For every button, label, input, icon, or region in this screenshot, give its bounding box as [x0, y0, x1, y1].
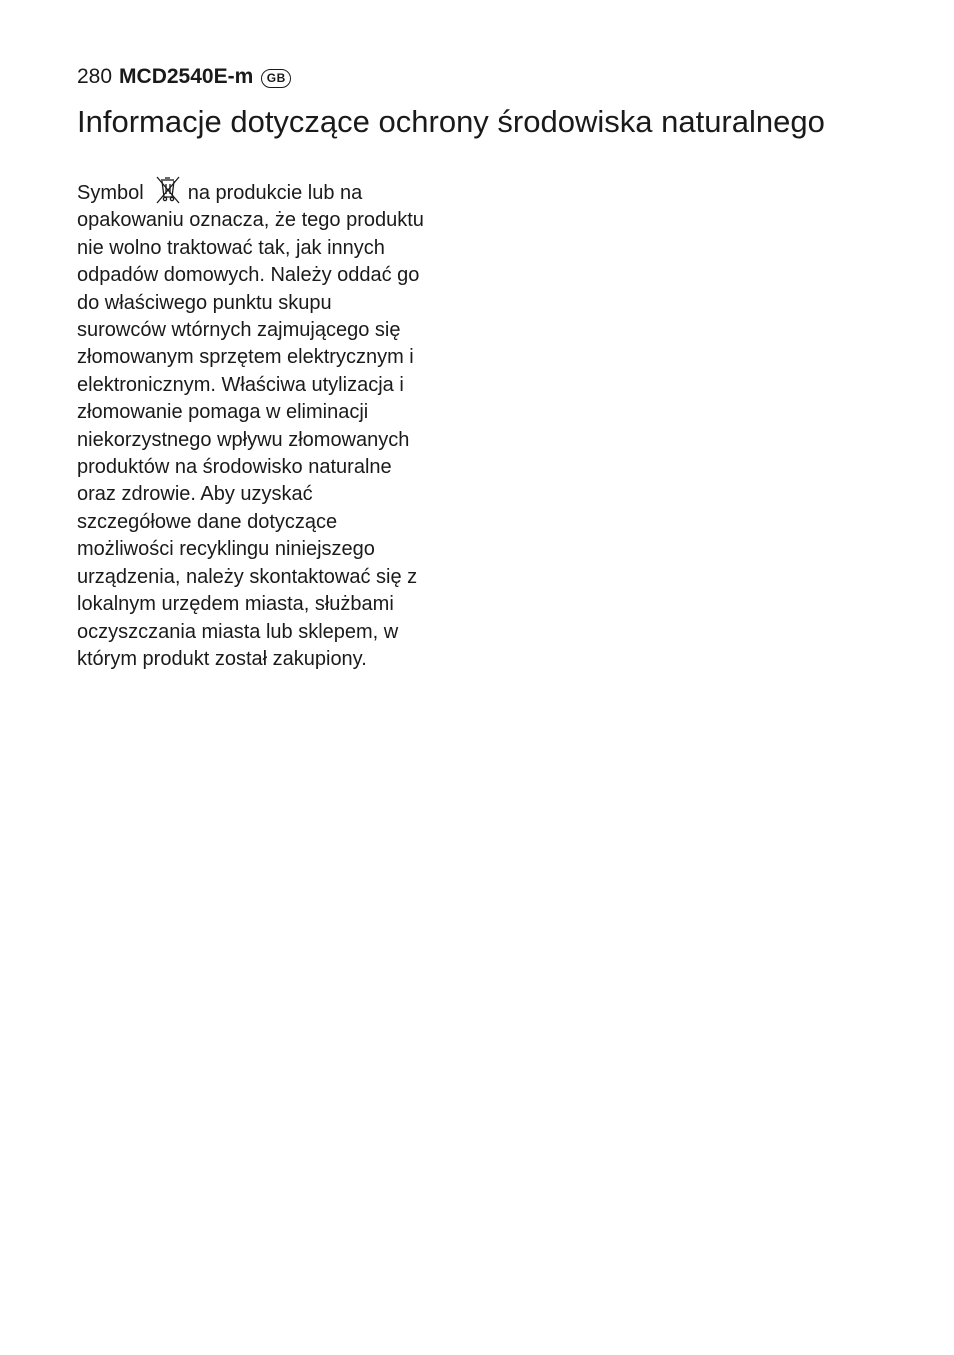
section-title: Informacje dotyczące ochrony środowiska naturalnego: [77, 104, 825, 139]
body-line: surowców wtórnych zajmującego się: [77, 319, 401, 342]
body-line: opakowaniu oznacza, że tego produktu: [77, 209, 424, 232]
body-line: urządzenia, należy skontaktować się z: [77, 565, 418, 588]
body-line: elektronicznym. Właściwa utylizacja i: [77, 373, 404, 396]
body-paragraph: [77, 175, 497, 673]
page-header: [77, 64, 291, 90]
body-line-first: [77, 175, 497, 207]
body-line: oczyszczania miasta lub sklepem, w: [77, 620, 399, 643]
body-line: oraz zdrowie. Aby uzyskać: [77, 483, 313, 506]
first-line-rest: na produkcie lub na: [187, 182, 363, 204]
page-number: 280: [77, 65, 113, 88]
body-line: lokalnym urzędem miasta, służbami: [77, 593, 394, 616]
symbol-prefix: Symbol: [77, 182, 144, 204]
body-line: możliwości recyklingu niniejszego: [77, 538, 375, 561]
body-line: produktów na środowisko naturalne: [77, 456, 392, 479]
body-line: szczegółowe dane dotyczące: [77, 510, 338, 533]
body-line: którym produkt został zakupiony.: [77, 647, 367, 670]
body-line: odpadów domowych. Należy oddać go: [77, 264, 420, 287]
crossed-out-wheelie-bin-icon: [154, 175, 182, 205]
body-line: do właściwego punktu skupu: [77, 291, 332, 314]
model-name: MCD2540E-m: [119, 65, 254, 88]
body-line: nie wolno traktować tak, jak innych: [77, 236, 385, 259]
body-line: złomowanie pomaga w eliminacji: [77, 401, 369, 424]
body-line: niekorzystnego wpływu złomowanych: [77, 428, 410, 451]
language-badge: GB: [261, 69, 291, 88]
body-line: złomowanym sprzętem elektrycznym i: [77, 346, 414, 369]
